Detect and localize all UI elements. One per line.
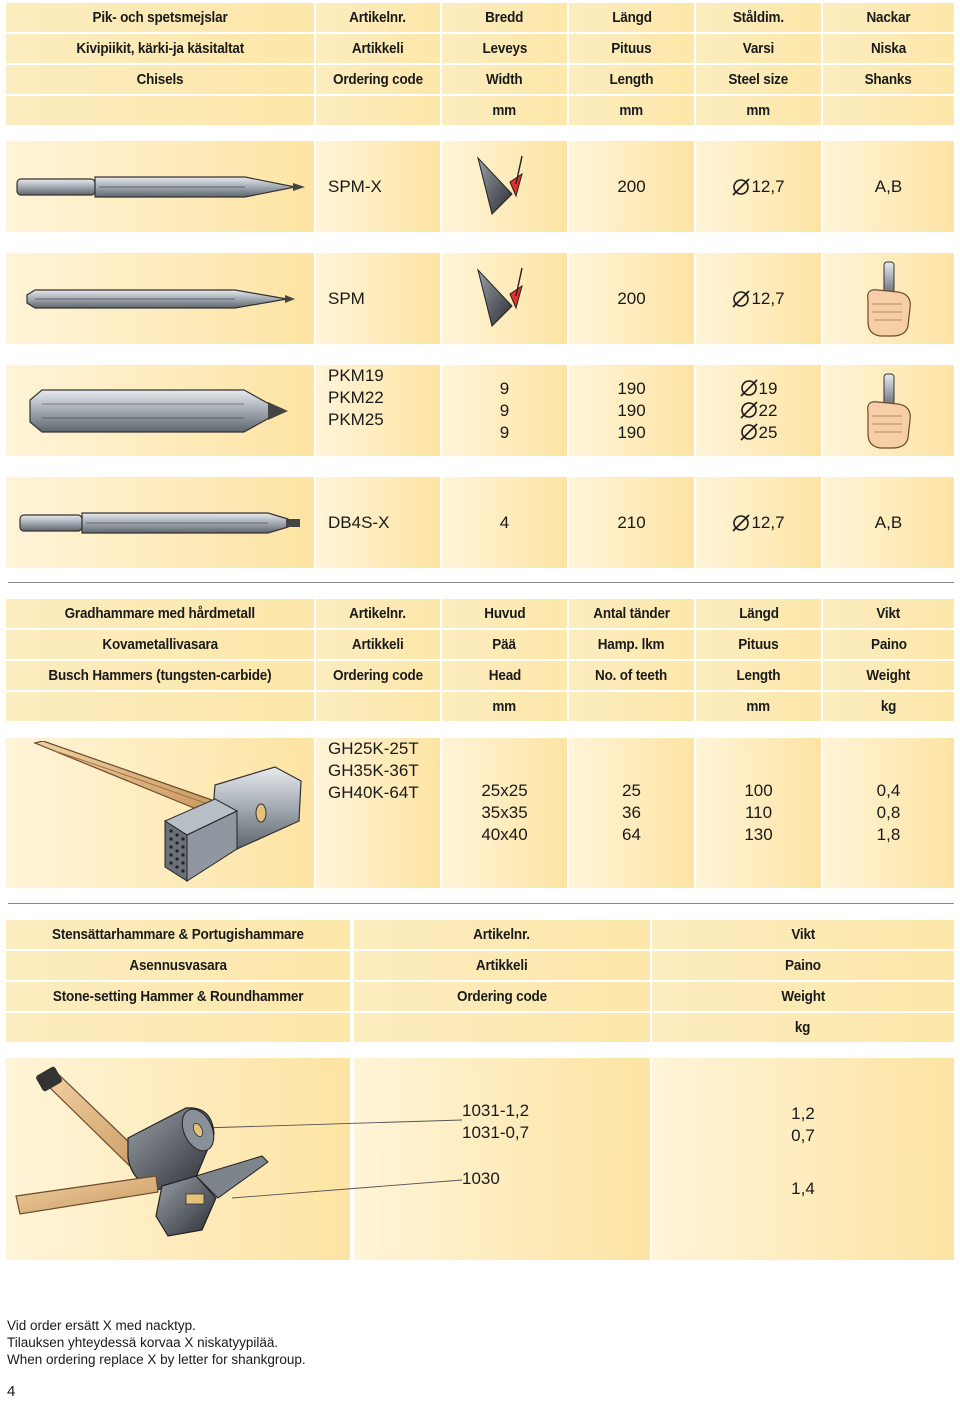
code-text: 1030	[462, 1169, 500, 1188]
head-text: 40x40	[481, 825, 528, 844]
header-cell	[569, 3, 694, 32]
footer-note: Vid order ersätt X med nacktyp.	[7, 1318, 196, 1333]
header-cell	[6, 599, 314, 628]
header-cell	[696, 599, 821, 628]
header-cell	[316, 692, 440, 721]
product-image-cell	[6, 141, 314, 232]
header-text: mm	[492, 698, 517, 715]
header-cell	[442, 96, 567, 125]
weight-text: 0,4	[876, 781, 901, 800]
steel-text: 12,7	[751, 288, 785, 308]
header-cell	[316, 630, 440, 659]
article-code	[462, 1122, 582, 1144]
header-text: kg	[795, 1019, 811, 1036]
width-value	[442, 365, 567, 456]
header-cell	[823, 65, 954, 94]
code-text: 1031-0,7	[462, 1123, 530, 1142]
hand-held-icon	[862, 372, 916, 450]
code-text: PKM19	[328, 366, 384, 385]
header-cell	[823, 692, 954, 721]
product-image-cell	[6, 253, 314, 344]
header-cell	[6, 65, 314, 94]
header-cell	[316, 599, 440, 628]
header-text: Längd	[611, 9, 652, 26]
header-cell	[6, 920, 350, 949]
header-text: Artikkeli	[352, 40, 404, 57]
header-text: Pik- och spetsmejslar	[92, 9, 228, 26]
page-number: 4	[7, 1383, 16, 1400]
head-text: 35x35	[481, 803, 528, 822]
header-text: Ordering code	[333, 667, 423, 684]
header-cell	[696, 65, 821, 94]
header-text: Längd	[738, 605, 779, 622]
weight-cell	[652, 1058, 954, 1260]
tip-illustration-cell	[442, 141, 567, 232]
header-cell	[652, 982, 954, 1011]
weight-value	[652, 1103, 954, 1125]
length-text: 130	[744, 825, 773, 844]
header-text: Paino	[785, 957, 821, 974]
pointed-tip-icon	[474, 154, 536, 220]
header-text: mm	[746, 102, 771, 119]
length-text: 210	[617, 512, 646, 532]
header-text: Shanks	[865, 71, 912, 88]
header-cell	[354, 951, 650, 980]
header-cell	[6, 982, 350, 1011]
header-cell	[823, 599, 954, 628]
header-cell	[652, 920, 954, 949]
header-text: Ordering code	[457, 988, 547, 1005]
header-cell	[442, 3, 567, 32]
header-cell	[6, 692, 314, 721]
header-cell	[569, 34, 694, 63]
header-text: Weight	[781, 988, 825, 1005]
header-cell	[696, 692, 821, 721]
header-cell	[652, 1013, 954, 1042]
head-value	[442, 738, 567, 888]
header-cell	[6, 34, 314, 63]
header-cell	[316, 661, 440, 690]
weight-text: 1,8	[876, 825, 901, 844]
weight-text: 0,7	[791, 1126, 815, 1145]
shanks-value	[823, 141, 954, 232]
header-cell	[6, 1013, 350, 1042]
code-text: PKM22	[328, 388, 384, 407]
header-text: Stensättarhammare & Portugishammare	[52, 926, 304, 943]
product-image-cell	[6, 477, 314, 568]
header-cell	[6, 3, 314, 32]
header-text: mm	[619, 102, 644, 119]
teeth-text: 36	[622, 803, 641, 822]
header-text: Length	[609, 71, 654, 88]
weight-value	[823, 738, 954, 888]
code-text: 1031-1,2	[462, 1101, 530, 1120]
busch-hammer-illustration	[15, 741, 305, 885]
header-cell	[442, 630, 567, 659]
header-text: Width	[486, 71, 523, 88]
code-text: SPM-X	[328, 176, 382, 196]
header-cell	[442, 34, 567, 63]
product-image-cell	[6, 738, 314, 888]
header-cell	[696, 661, 821, 690]
length-value	[569, 253, 694, 344]
article-code	[316, 253, 440, 344]
header-text: Asennusvasara	[129, 957, 227, 974]
width-text: 9	[499, 400, 510, 420]
pointed-tip-icon	[474, 266, 536, 332]
header-text: Ståldim.	[732, 9, 785, 26]
hand-held-cell	[823, 365, 954, 456]
product-image-cell	[6, 365, 314, 456]
header-text: Leveys	[482, 40, 527, 57]
weight-value	[652, 1178, 954, 1200]
header-text: Chisels	[136, 71, 184, 88]
code-text: PKM25	[328, 410, 384, 429]
header-cell	[696, 3, 821, 32]
header-text: Pituus	[738, 636, 779, 653]
header-text: Nackar	[866, 9, 911, 26]
header-cell	[316, 3, 440, 32]
header-cell	[354, 920, 650, 949]
header-text: Gradhammare med hårdmetall	[64, 605, 256, 622]
pointed-chisel-illustration	[25, 284, 295, 314]
length-value	[569, 141, 694, 232]
header-cell	[823, 661, 954, 690]
width-text: 4	[499, 512, 510, 532]
teeth-value	[569, 738, 694, 888]
header-cell	[696, 630, 821, 659]
header-cell	[354, 1013, 650, 1042]
header-cell	[569, 630, 694, 659]
steel-size-value	[696, 253, 821, 344]
stone-hammers-illustration	[6, 1058, 566, 1260]
shanks-text: A,B	[874, 176, 903, 196]
header-cell	[652, 951, 954, 980]
length-text: 200	[617, 288, 646, 308]
length-text: 200	[617, 176, 646, 196]
length-text: 190	[617, 378, 646, 398]
steel-text: 22	[758, 400, 778, 420]
weight-text: 0,8	[876, 803, 901, 822]
header-cell	[316, 65, 440, 94]
code-text: GH35K-36T	[328, 761, 419, 780]
header-cell	[823, 3, 954, 32]
header-text: Head	[488, 667, 521, 684]
header-text: Weight	[866, 667, 911, 684]
article-code	[462, 1100, 582, 1122]
header-text: Pituus	[611, 40, 652, 57]
code-text: GH40K-64T	[328, 783, 419, 802]
length-value	[569, 365, 694, 456]
header-text: Artikelnr.	[349, 605, 407, 622]
header-cell	[442, 692, 567, 721]
header-cell	[696, 96, 821, 125]
shanks-value	[823, 477, 954, 568]
article-code	[462, 1168, 582, 1190]
header-cell	[569, 692, 694, 721]
header-text: No. of teeth	[595, 667, 668, 684]
header-text: Busch Hammers (tungsten-carbide)	[48, 667, 272, 684]
header-cell	[442, 661, 567, 690]
teeth-text: 64	[622, 825, 641, 844]
header-cell	[6, 661, 314, 690]
header-cell	[442, 65, 567, 94]
steel-line	[740, 400, 778, 422]
header-text: Artikkeli	[476, 957, 528, 974]
header-text: Bredd	[485, 9, 524, 26]
header-cell	[569, 599, 694, 628]
header-cell	[316, 34, 440, 63]
header-cell	[569, 65, 694, 94]
section-divider	[8, 903, 954, 904]
steel-text: 12,7	[751, 512, 785, 532]
length-text: 110	[744, 803, 773, 822]
steel-line	[740, 378, 778, 400]
header-text: Antal tänder	[593, 605, 670, 622]
teeth-text: 25	[622, 781, 641, 800]
header-text: Huvud	[483, 605, 526, 622]
header-text: Niska	[870, 40, 907, 57]
header-text: Hamp. lkm	[598, 636, 665, 653]
footer-note: Tilauksen yhteydessä korvaa X niskatyypilää.	[7, 1335, 279, 1350]
header-text: mm	[746, 698, 771, 715]
header-cell	[316, 96, 440, 125]
header-cell	[823, 630, 954, 659]
header-text: Kivipiikit, kärki-ja käsitaltat	[76, 40, 244, 57]
diameter-icon	[732, 290, 750, 308]
header-text: Kovametallivasara	[102, 636, 218, 653]
header-cell	[6, 951, 350, 980]
chisel-illustration	[28, 386, 292, 436]
header-cell	[442, 599, 567, 628]
diameter-icon	[732, 178, 750, 196]
header-cell	[6, 96, 314, 125]
header-cell	[823, 96, 954, 125]
hand-held-cell	[823, 253, 954, 344]
header-text: kg	[880, 698, 897, 715]
length-text: 190	[617, 400, 646, 420]
steel-text: 12,7	[751, 176, 785, 196]
header-cell	[823, 34, 954, 63]
code-text: DB4S-X	[328, 512, 390, 532]
pointed-chisel-illustration	[15, 172, 305, 202]
weight-text: 1,4	[791, 1179, 815, 1198]
header-cell	[354, 982, 650, 1011]
header-text: mm	[492, 102, 517, 119]
weight-value	[652, 1125, 954, 1147]
hand-held-icon	[862, 260, 916, 338]
weight-text: 1,2	[791, 1104, 815, 1123]
header-cell	[6, 630, 314, 659]
header-text: Vikt	[876, 605, 901, 622]
header-cell	[569, 661, 694, 690]
article-code	[316, 738, 440, 888]
tip-illustration-cell	[442, 253, 567, 344]
article-code	[316, 477, 440, 568]
length-value	[696, 738, 821, 888]
header-cell	[696, 34, 821, 63]
header-text: Length	[736, 667, 781, 684]
diameter-icon	[732, 514, 750, 532]
head-text: 25x25	[481, 781, 528, 800]
diameter-icon	[740, 379, 758, 397]
header-text: Steel size	[728, 71, 789, 88]
steel-line	[740, 422, 778, 444]
steel-text: 25	[758, 422, 778, 442]
length-text: 190	[617, 422, 646, 442]
code-text: GH25K-25T	[328, 739, 419, 758]
shanks-text: A,B	[874, 512, 903, 532]
code-text: SPM	[328, 288, 365, 308]
header-text: Ordering code	[333, 71, 423, 88]
article-code	[316, 365, 440, 456]
header-text: Vikt	[791, 926, 815, 943]
footer-note: When ordering replace X by letter for shankgroup.	[7, 1352, 306, 1367]
header-text: Artikkeli	[352, 636, 404, 653]
diameter-icon	[740, 401, 758, 419]
steel-text: 19	[758, 378, 778, 398]
diameter-icon	[740, 423, 758, 441]
header-cell	[569, 96, 694, 125]
length-text: 100	[744, 781, 773, 800]
section-divider	[8, 582, 954, 583]
steel-size-value	[696, 141, 821, 232]
length-value	[569, 477, 694, 568]
header-text: Paino	[870, 636, 907, 653]
header-text: Stone-setting Hammer & Roundhammer	[52, 988, 304, 1005]
article-code	[316, 141, 440, 232]
header-text: Artikelnr.	[473, 926, 531, 943]
header-text: Pää	[492, 636, 517, 653]
flat-chisel-illustration	[18, 510, 302, 536]
width-text: 9	[499, 378, 510, 398]
width-text: 9	[499, 422, 510, 442]
header-text: Varsi	[742, 40, 775, 57]
width-value	[442, 477, 567, 568]
header-text: Artikelnr.	[349, 9, 407, 26]
steel-size-value	[696, 365, 821, 456]
steel-size-value	[696, 477, 821, 568]
